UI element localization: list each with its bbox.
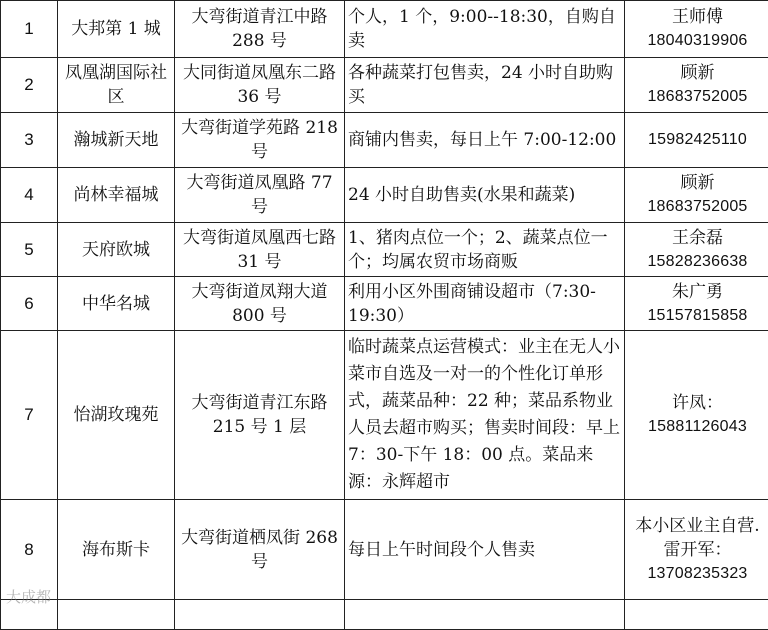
contact-name: 王师傅 <box>628 5 767 29</box>
row-number: 6 <box>1 277 58 331</box>
community-name <box>58 600 175 630</box>
sales-mode: 每日上午时间段个人售卖 <box>345 500 625 600</box>
contact-phone: 18683752005 <box>628 195 767 219</box>
sales-mode: 各种蔬菜打包售卖，24 小时自助购买 <box>345 58 625 113</box>
community-address: 大弯街道凤凰路 77 号 <box>175 168 345 223</box>
row-number: 7 <box>1 331 58 500</box>
sales-mode: 个人，1 个，9:00--18:30，自购自卖 <box>345 1 625 58</box>
contact-cell <box>625 277 768 331</box>
row-number: 1 <box>1 1 58 58</box>
contact-name: 顾新 <box>628 61 767 85</box>
sales-mode: 临时蔬菜点运营模式：业主在无人小菜市自选及一对一的个性化订单形式，蔬菜品种：22 种；菜品系物业人员去超市购买；售卖时间段：早上 7：30-下午 18：00 点。菜品来源：永辉超市 <box>345 331 625 500</box>
contact-phone: 13708235323 <box>628 562 767 586</box>
contact-phone: 15828236638 <box>628 250 767 274</box>
table-row <box>1 113 768 168</box>
community-address: 大弯街道栖凤街 268 号 <box>175 500 345 600</box>
contact-name: 顾新 <box>628 171 767 195</box>
contact-cell <box>625 1 768 58</box>
contact-cell <box>625 223 768 277</box>
contact-name: 朱广勇 <box>628 280 767 304</box>
community-address: 大弯街道青江东路 215 号 1 层 <box>175 331 345 500</box>
community-name: 瀚城新天地 <box>58 113 175 168</box>
contact-name: 本小区业主自营. 雷开军： <box>628 514 767 562</box>
contact-phone: 18683752005 <box>628 85 767 109</box>
community-name: 天府欧城 <box>58 223 175 277</box>
row-number: 5 <box>1 223 58 277</box>
contact-name: 王余磊 <box>628 226 767 250</box>
watermark: 大成都 <box>6 586 51 607</box>
row-number: 4 <box>1 168 58 223</box>
table-row <box>1 331 768 500</box>
contact-phone: 15982425110 <box>628 128 767 152</box>
contact-phone: 15157815858 <box>628 304 767 328</box>
sales-mode: 商铺内售卖，每日上午 7:00-12:00 <box>345 113 625 168</box>
community-name: 尚林幸福城 <box>58 168 175 223</box>
sales-mode: 1、猪肉点位一个；2、蔬菜点位一个；均属农贸市场商贩 <box>345 223 625 277</box>
community-name: 凤凰湖国际社区 <box>58 58 175 113</box>
table-row <box>1 168 768 223</box>
contact-phone: 15881126043 <box>628 415 767 439</box>
sales-mode <box>345 600 625 630</box>
contact-cell <box>625 331 768 500</box>
sales-mode: 利用小区外围商铺设超市（7:30-19:30） <box>345 277 625 331</box>
row-number: 8 <box>1 500 58 600</box>
contact-phone: 18040319906 <box>628 29 767 53</box>
row-number: 2 <box>1 58 58 113</box>
contact-cell <box>625 58 768 113</box>
contact-cell <box>625 168 768 223</box>
sales-mode: 24 小时自助售卖(水果和蔬菜) <box>345 168 625 223</box>
table-row-partial <box>1 600 768 630</box>
community-address: 大弯街道凤凰西七路 31 号 <box>175 223 345 277</box>
community-name: 海布斯卡 <box>58 500 175 600</box>
community-name: 怡湖玫瑰苑 <box>58 331 175 500</box>
contact-cell <box>625 500 768 600</box>
table-row <box>1 223 768 277</box>
community-address: 大弯街道青江中路 288 号 <box>175 1 345 58</box>
community-address: 大弯街道学苑路 218 号 <box>175 113 345 168</box>
community-address: 大弯街道凤翔大道 800 号 <box>175 277 345 331</box>
community-name: 大邦第 1 城 <box>58 1 175 58</box>
row-number: 3 <box>1 113 58 168</box>
table-row <box>1 277 768 331</box>
table-row <box>1 1 768 58</box>
contact-cell <box>625 113 768 168</box>
community-name: 中华名城 <box>58 277 175 331</box>
community-address <box>175 600 345 630</box>
table-row <box>1 58 768 113</box>
community-address: 大同街道凤凰东二路 36 号 <box>175 58 345 113</box>
contact-name: 许凤： <box>628 391 767 415</box>
table-row <box>1 500 768 600</box>
contact-cell <box>625 600 768 630</box>
